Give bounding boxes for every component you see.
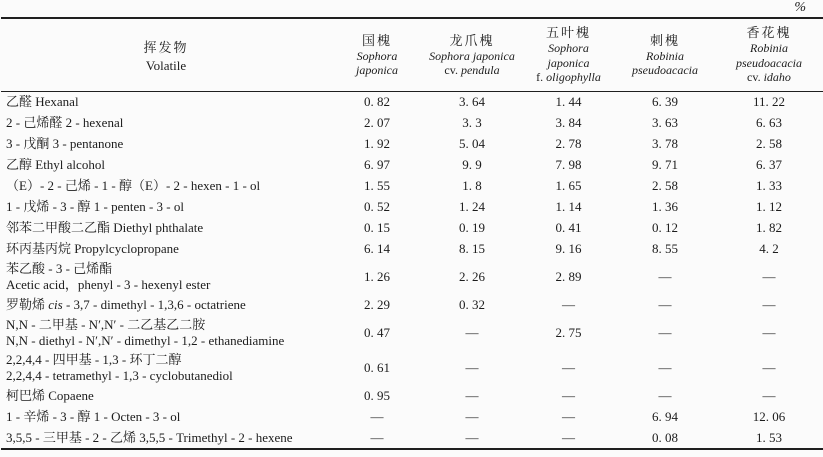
species-latin-line: Sophora xyxy=(356,48,398,63)
volatile-name-cell xyxy=(1,295,331,316)
value-cell: 6. 63 xyxy=(756,115,782,130)
table-row xyxy=(1,407,823,428)
header-species-sophora-japonica xyxy=(331,18,423,92)
value-cell: — xyxy=(762,388,776,403)
species-latin-line: Sophora xyxy=(548,41,589,56)
volatile-name-cell xyxy=(1,260,331,295)
value-cell: 2. 78 xyxy=(555,136,582,151)
value-cell: 6. 97 xyxy=(364,157,390,172)
species-latin-line: japonica xyxy=(547,55,590,70)
volatile-name-line: 邻苯二甲酸二乙酯 Diethyl phthalate xyxy=(6,220,204,235)
value-cell: 9. 71 xyxy=(652,157,678,172)
value-cell: — xyxy=(562,360,575,375)
value-cell: — xyxy=(762,297,776,312)
species-name-zh: 龙爪槐 xyxy=(449,32,495,48)
volatile-name-cell xyxy=(1,316,331,351)
species-latin-line: pseudoacacia xyxy=(736,55,802,70)
volatile-name-line: N,N - 二甲基 - N′,N′ - 二乙基乙二胺 xyxy=(6,317,206,332)
volatile-name-line: 环丙基丙烷 Propylcyclopropane xyxy=(6,241,179,256)
value-cell: — xyxy=(658,325,672,340)
value-cell: — xyxy=(562,297,575,312)
value-cell: — xyxy=(465,429,479,445)
value-cell: — xyxy=(465,360,479,375)
value-cell: 12. 06 xyxy=(752,409,786,424)
table-row xyxy=(1,239,823,260)
volatile-name-cell xyxy=(1,351,331,386)
volatile-name-line: （E）- 2 - 己烯 - 1 - 醇（E）- 2 - hexen - 1 - ol xyxy=(6,178,261,193)
table-row xyxy=(1,260,823,295)
value-cell: — xyxy=(370,429,384,445)
header-species-idaho xyxy=(714,18,823,92)
value-cell: 0. 32 xyxy=(459,297,485,312)
header-species-oligophylla xyxy=(521,18,616,92)
value-cell: 4. 2 xyxy=(759,241,779,256)
volatile-name-line: 1 - 戊烯 - 3 - 醇 1 - penten - 3 - ol xyxy=(6,199,184,214)
value-cell: 7. 98 xyxy=(555,157,582,172)
volatiles-table xyxy=(1,17,823,450)
header-row xyxy=(1,18,823,92)
table-row xyxy=(1,155,823,176)
volatile-name-line: 3,5,5 - 三甲基 - 2 - 乙烯 3,5,5 - Trimethyl - 2 - hexene xyxy=(6,429,293,445)
value-cell: 2. 07 xyxy=(364,115,390,130)
species-latin-line: cv. idaho xyxy=(747,70,791,85)
value-cell: 2. 89 xyxy=(555,269,582,284)
value-cell: — xyxy=(465,388,479,403)
volatile-name-cell xyxy=(1,176,331,197)
value-cell: — xyxy=(465,409,479,424)
species-latin-line: japonica xyxy=(356,63,398,77)
species-latin-line: Robinia xyxy=(750,41,788,56)
value-cell: 1. 14 xyxy=(555,199,582,214)
header-volatile-cell xyxy=(1,18,331,92)
table-row xyxy=(1,351,823,386)
value-cell: 0. 52 xyxy=(364,199,390,214)
table-row xyxy=(1,218,823,239)
table-row xyxy=(1,176,823,197)
value-cell: — xyxy=(562,429,575,445)
volatile-name-line: 2 - 己烯醛 2 - hexenal xyxy=(6,115,124,130)
value-cell: 6. 94 xyxy=(652,409,678,424)
species-latin-line: Robinia xyxy=(646,48,684,63)
value-cell: 2. 29 xyxy=(364,297,390,312)
value-cell: — xyxy=(762,269,776,284)
value-cell: 2. 58 xyxy=(652,178,678,193)
value-cell: — xyxy=(658,269,672,284)
header-species-robinia xyxy=(616,18,714,92)
value-cell: 2. 26 xyxy=(459,269,485,284)
volatile-name-line: 乙醛 Hexanal xyxy=(6,94,79,110)
value-cell: 1. 26 xyxy=(364,269,390,284)
table-body xyxy=(1,92,823,449)
value-cell: — xyxy=(658,360,672,375)
species-latin-line: pseudoacacia xyxy=(632,63,698,77)
value-cell: 9. 9 xyxy=(462,157,482,172)
volatile-name-cell xyxy=(1,407,331,428)
value-cell: — xyxy=(658,388,672,403)
volatile-name-cell xyxy=(1,134,331,155)
volatile-name-cell xyxy=(1,386,331,407)
value-cell: 6. 39 xyxy=(652,94,678,110)
species-name-zh: 国槐 xyxy=(361,32,392,48)
value-cell: 0. 19 xyxy=(459,220,485,235)
volatile-label-en: Volatile xyxy=(145,57,187,73)
volatile-name-cell xyxy=(1,197,331,218)
table-row xyxy=(1,113,823,134)
value-cell: 0. 41 xyxy=(555,220,582,235)
volatile-name-line: 苯乙酸 - 3 - 己烯酯 xyxy=(6,261,113,276)
value-cell: — xyxy=(762,325,776,340)
value-cell: 8. 15 xyxy=(459,241,485,256)
value-cell: 1. 55 xyxy=(364,178,390,193)
value-cell: — xyxy=(465,325,479,340)
table-row xyxy=(1,134,823,155)
volatile-name-line: Acetic acid，phenyl - 3 - hexenyl ester xyxy=(6,277,211,292)
table-header xyxy=(1,18,823,92)
species-latin-line: f. oligophylla xyxy=(536,70,601,85)
value-cell: 2. 75 xyxy=(555,325,582,340)
value-cell: — xyxy=(562,409,575,424)
value-cell: — xyxy=(762,360,776,375)
volatile-name-line: 3 - 戊酮 3 - pentanone xyxy=(6,136,124,151)
value-cell: 0. 95 xyxy=(364,388,390,403)
table-row xyxy=(1,197,823,218)
volatile-name-line: 柯巴烯 Copaene xyxy=(6,388,94,403)
value-cell: 0. 12 xyxy=(652,220,678,235)
value-cell: 6. 37 xyxy=(756,157,782,172)
volatile-name-cell xyxy=(1,113,331,134)
value-cell: 0. 61 xyxy=(364,360,390,375)
volatile-name-cell xyxy=(1,428,331,449)
value-cell: 0. 15 xyxy=(364,220,390,235)
species-latin-line: cv. pendula xyxy=(444,63,500,77)
value-cell: 3. 78 xyxy=(652,136,678,151)
species-name-zh: 五叶槐 xyxy=(545,25,591,41)
value-cell: — xyxy=(658,297,672,312)
value-cell: 1. 44 xyxy=(555,94,582,110)
volatile-name-line: 乙醇 Ethyl alcohol xyxy=(6,157,105,172)
value-cell: 1. 82 xyxy=(756,220,782,235)
table-row xyxy=(1,92,823,113)
value-cell: 11. 22 xyxy=(752,94,786,110)
value-cell: 8. 55 xyxy=(652,241,678,256)
value-cell: 1. 8 xyxy=(462,178,482,193)
value-cell: 0. 47 xyxy=(364,325,390,340)
value-cell: 3. 3 xyxy=(462,115,482,130)
volatile-name-cell xyxy=(1,92,331,113)
volatile-name-line: 1 - 辛烯 - 3 - 醇 1 - Octen - 3 - ol xyxy=(6,409,181,424)
table-row xyxy=(1,386,823,407)
value-cell: 1. 12 xyxy=(756,199,782,214)
volatile-name-line: 罗勒烯 cis - 3,7 - dimethyl - 1,3,6 - octatriene xyxy=(6,297,246,312)
value-cell: 0. 82 xyxy=(364,94,390,110)
value-cell: 0. 08 xyxy=(652,429,678,445)
value-cell: — xyxy=(370,409,384,424)
unit-label: % xyxy=(794,0,806,15)
value-cell: 3. 63 xyxy=(652,115,678,130)
value-cell: 6. 14 xyxy=(364,241,390,256)
value-cell: 1. 92 xyxy=(364,136,390,151)
table-row xyxy=(1,428,823,449)
volatile-name-cell xyxy=(1,155,331,176)
value-cell: 3. 64 xyxy=(459,94,485,110)
volatile-name-line: 2,2,4,4 - tetramethyl - 1,3 - cyclobutanediol xyxy=(6,368,233,383)
value-cell: 1. 65 xyxy=(555,178,582,193)
header-species-pendula xyxy=(423,18,521,92)
value-cell: 3. 84 xyxy=(555,115,582,130)
value-cell: 1. 24 xyxy=(459,199,485,214)
table-row xyxy=(1,316,823,351)
value-cell: 1. 33 xyxy=(756,178,782,193)
volatile-label-zh: 挥发物 xyxy=(143,39,189,55)
value-cell: 5. 04 xyxy=(459,136,485,151)
species-name-zh: 刺槐 xyxy=(649,32,680,48)
species-name-zh: 香花槐 xyxy=(746,25,792,41)
value-cell: 1. 53 xyxy=(756,429,782,445)
volatile-name-line: N,N - diethyl - N′,N′ - dimethyl - 1,2 - ethanediamine xyxy=(6,333,285,348)
table-row xyxy=(1,295,823,316)
value-cell: 1. 36 xyxy=(652,199,678,214)
volatile-name-cell xyxy=(1,218,331,239)
volatile-name-cell xyxy=(1,239,331,260)
species-latin-line: Sophora japonica xyxy=(429,48,515,63)
volatile-name-line: 2,2,4,4 - 四甲基 - 1,3 - 环丁二醇 xyxy=(6,352,182,367)
value-cell: 2. 58 xyxy=(756,136,782,151)
value-cell: 9. 16 xyxy=(555,241,582,256)
value-cell: — xyxy=(562,388,575,403)
